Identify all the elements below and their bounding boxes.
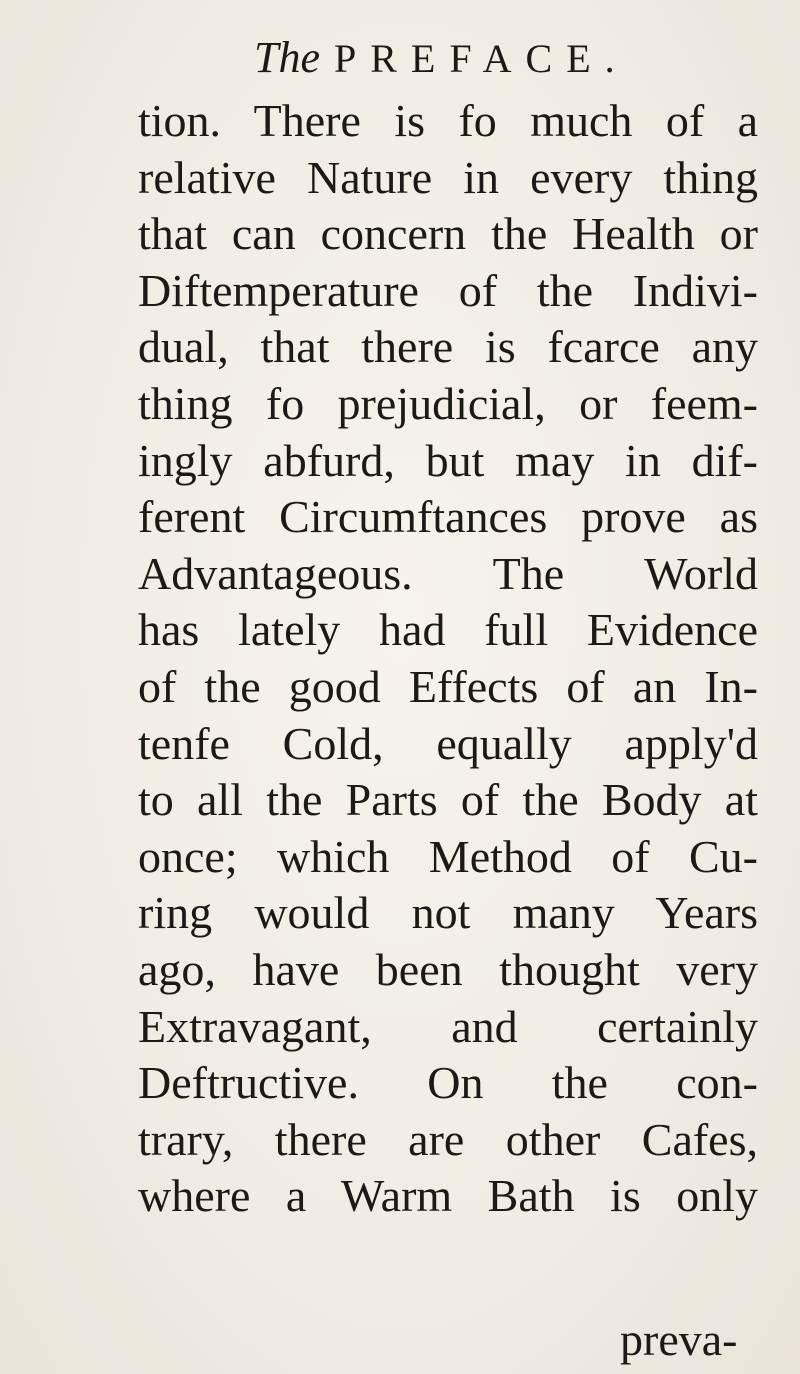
text-line: tion. There is fo much of a: [138, 95, 758, 146]
running-head: [254, 30, 629, 87]
text-line: tenfe Cold, equally apply'd: [138, 717, 758, 769]
text-line: dual, that there is fcarce any: [138, 321, 758, 373]
running-head-title: PREFACE.: [334, 36, 629, 81]
text-line: ago, have been thought very: [138, 943, 758, 995]
text-line: where a Warm Bath is only: [138, 1170, 758, 1222]
text-line: ring would not many Years: [138, 887, 758, 939]
text-line: of the good Effects of an In-: [138, 660, 758, 712]
catchword: preva-: [620, 1314, 738, 1365]
text-line: to all the Parts of the Body at: [138, 774, 758, 826]
text-line: that can concern the Health or: [138, 208, 758, 260]
text-line: has lately had full Evidence: [138, 604, 758, 656]
body-text: [138, 93, 758, 1225]
text-line: trary, there are other Cafes,: [138, 1113, 758, 1165]
text-line: Extravagant, and certainly: [138, 1000, 758, 1052]
text-line: ingly abfurd, but may in dif-: [138, 434, 758, 486]
text-line: thing fo prejudicial, or feem-: [138, 377, 758, 429]
running-head-italic: The: [254, 33, 320, 82]
text-line: Advantageous. The World: [138, 547, 758, 599]
text-line: Deftructive. On the con-: [138, 1057, 758, 1109]
text-line: once; which Method of Cu-: [138, 830, 758, 882]
text-line: ferent Circumftances prove as: [138, 491, 758, 543]
text-line: relative Nature in every thing: [138, 151, 758, 203]
text-line: Diftemperature of the Indivi-: [138, 264, 758, 316]
